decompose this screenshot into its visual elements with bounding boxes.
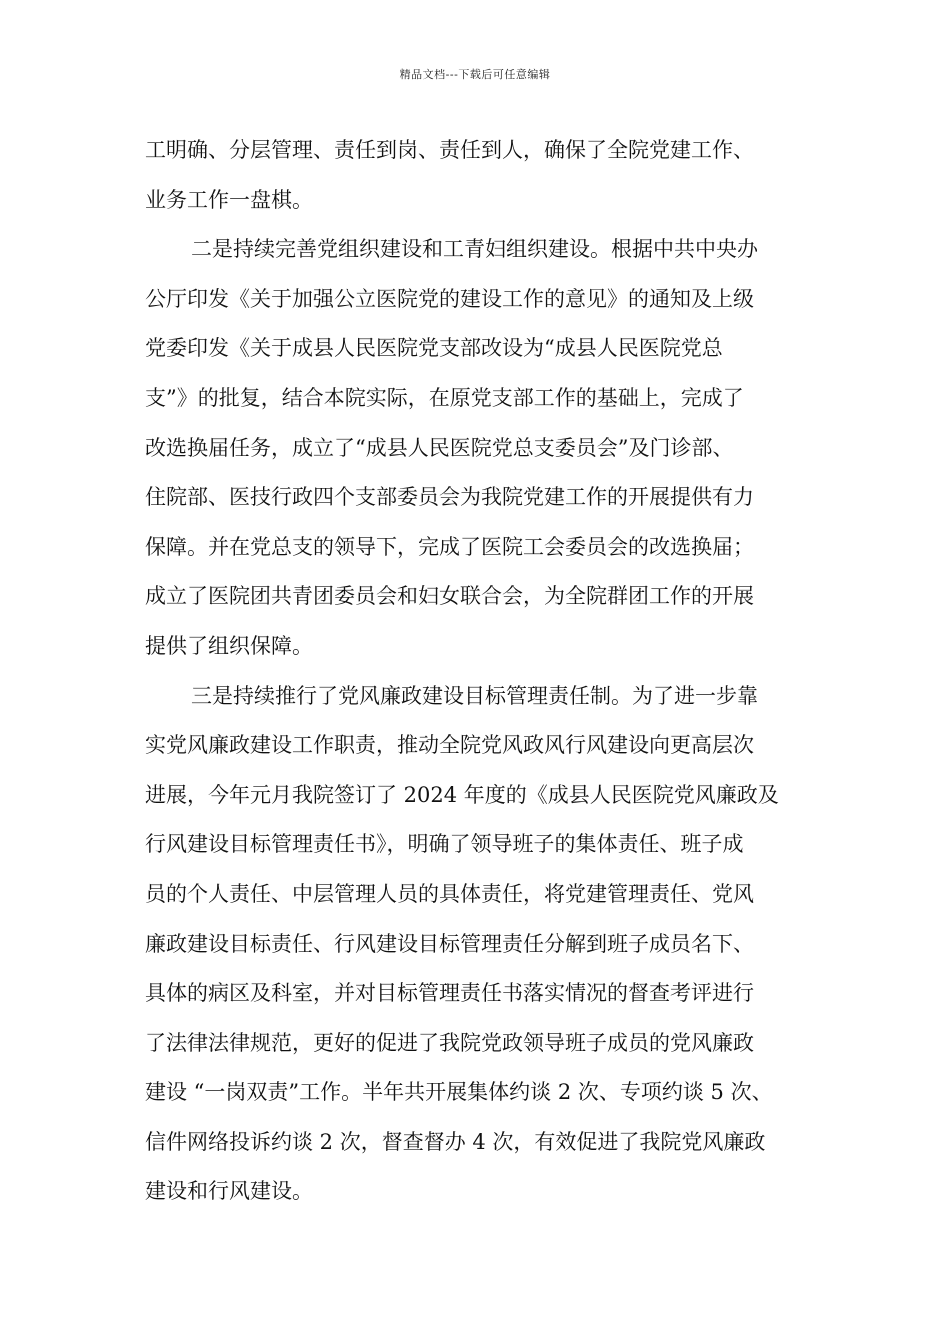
text-line: 具体的病区及科室，并对目标管理责任书落实情况的督查考评进行	[145, 981, 754, 1006]
text-line: 住院部、医技行政四个支部委员会为我院党建工作的开展提供有力	[145, 485, 754, 510]
document-body	[145, 126, 815, 1217]
text-line: 党委印发《关于成县人民医院党支部改设为“成县人民医院党总	[145, 336, 723, 361]
text-line: 提供了组织保障。	[145, 633, 313, 658]
text-line: 实党风廉政建设工作职责，推动全院党风政风行风建设向更高层次	[145, 733, 754, 758]
paragraph-start-line: 三是持续推行了党风廉政建设目标管理责任制。为了进一步靠	[191, 683, 758, 708]
text-line: 工明确、分层管理、责任到岗、责任到人，确保了全院党建工作、	[145, 138, 754, 162]
text-line: 进展，今年元月我院签订了 2024 年度的《成县人民医院党风廉政及	[145, 782, 779, 807]
text-line: 建设 “一岗双责”工作。半年共开展集体约谈 2 次、专项约谈 5 次、	[145, 1080, 773, 1105]
text-line: 业务工作一盘棋。	[145, 187, 313, 212]
text-line: 建设和行风建设。	[145, 1179, 313, 1204]
text-line: 信件网络投诉约谈 2 次，督查督办 4 次，有效促进了我院党风廉政	[145, 1129, 766, 1154]
text-line: 保障。并在党总支的领导下，完成了医院工会委员会的改选换届；	[145, 534, 754, 559]
text-line: 廉政建设目标责任、行风建设目标管理责任分解到班子成员名下、	[145, 931, 754, 956]
text-line: 成立了医院团共青团委员会和妇女联合会，为全院群团工作的开展	[145, 584, 754, 609]
text-line: 支”》的批复，结合本院实际，在原党支部工作的基础上，完成了	[145, 385, 744, 410]
text-line: 行风建设目标管理责任书》，明确了领导班子的集体责任、班子成	[145, 832, 744, 857]
paragraph-start-line: 二是持续完善党组织建设和工青妇组织建设。根据中共中央办	[191, 237, 758, 262]
text-line: 改选换届任务，成立了“成县人民医院党总支委员会”及门诊部、	[145, 435, 734, 460]
text-line: 了法律法律规范，更好的促进了我院党政领导班子成员的党风廉政	[145, 1030, 754, 1055]
text-line: 公厅印发《关于加强公立医院党的建设工作的意见》的通知及上级	[145, 286, 754, 311]
text-line: 员的个人责任、中层管理人员的具体责任，将党建管理责任、党风	[145, 881, 754, 906]
page-header: 精品文档---下载后可任意编辑	[399, 68, 551, 81]
